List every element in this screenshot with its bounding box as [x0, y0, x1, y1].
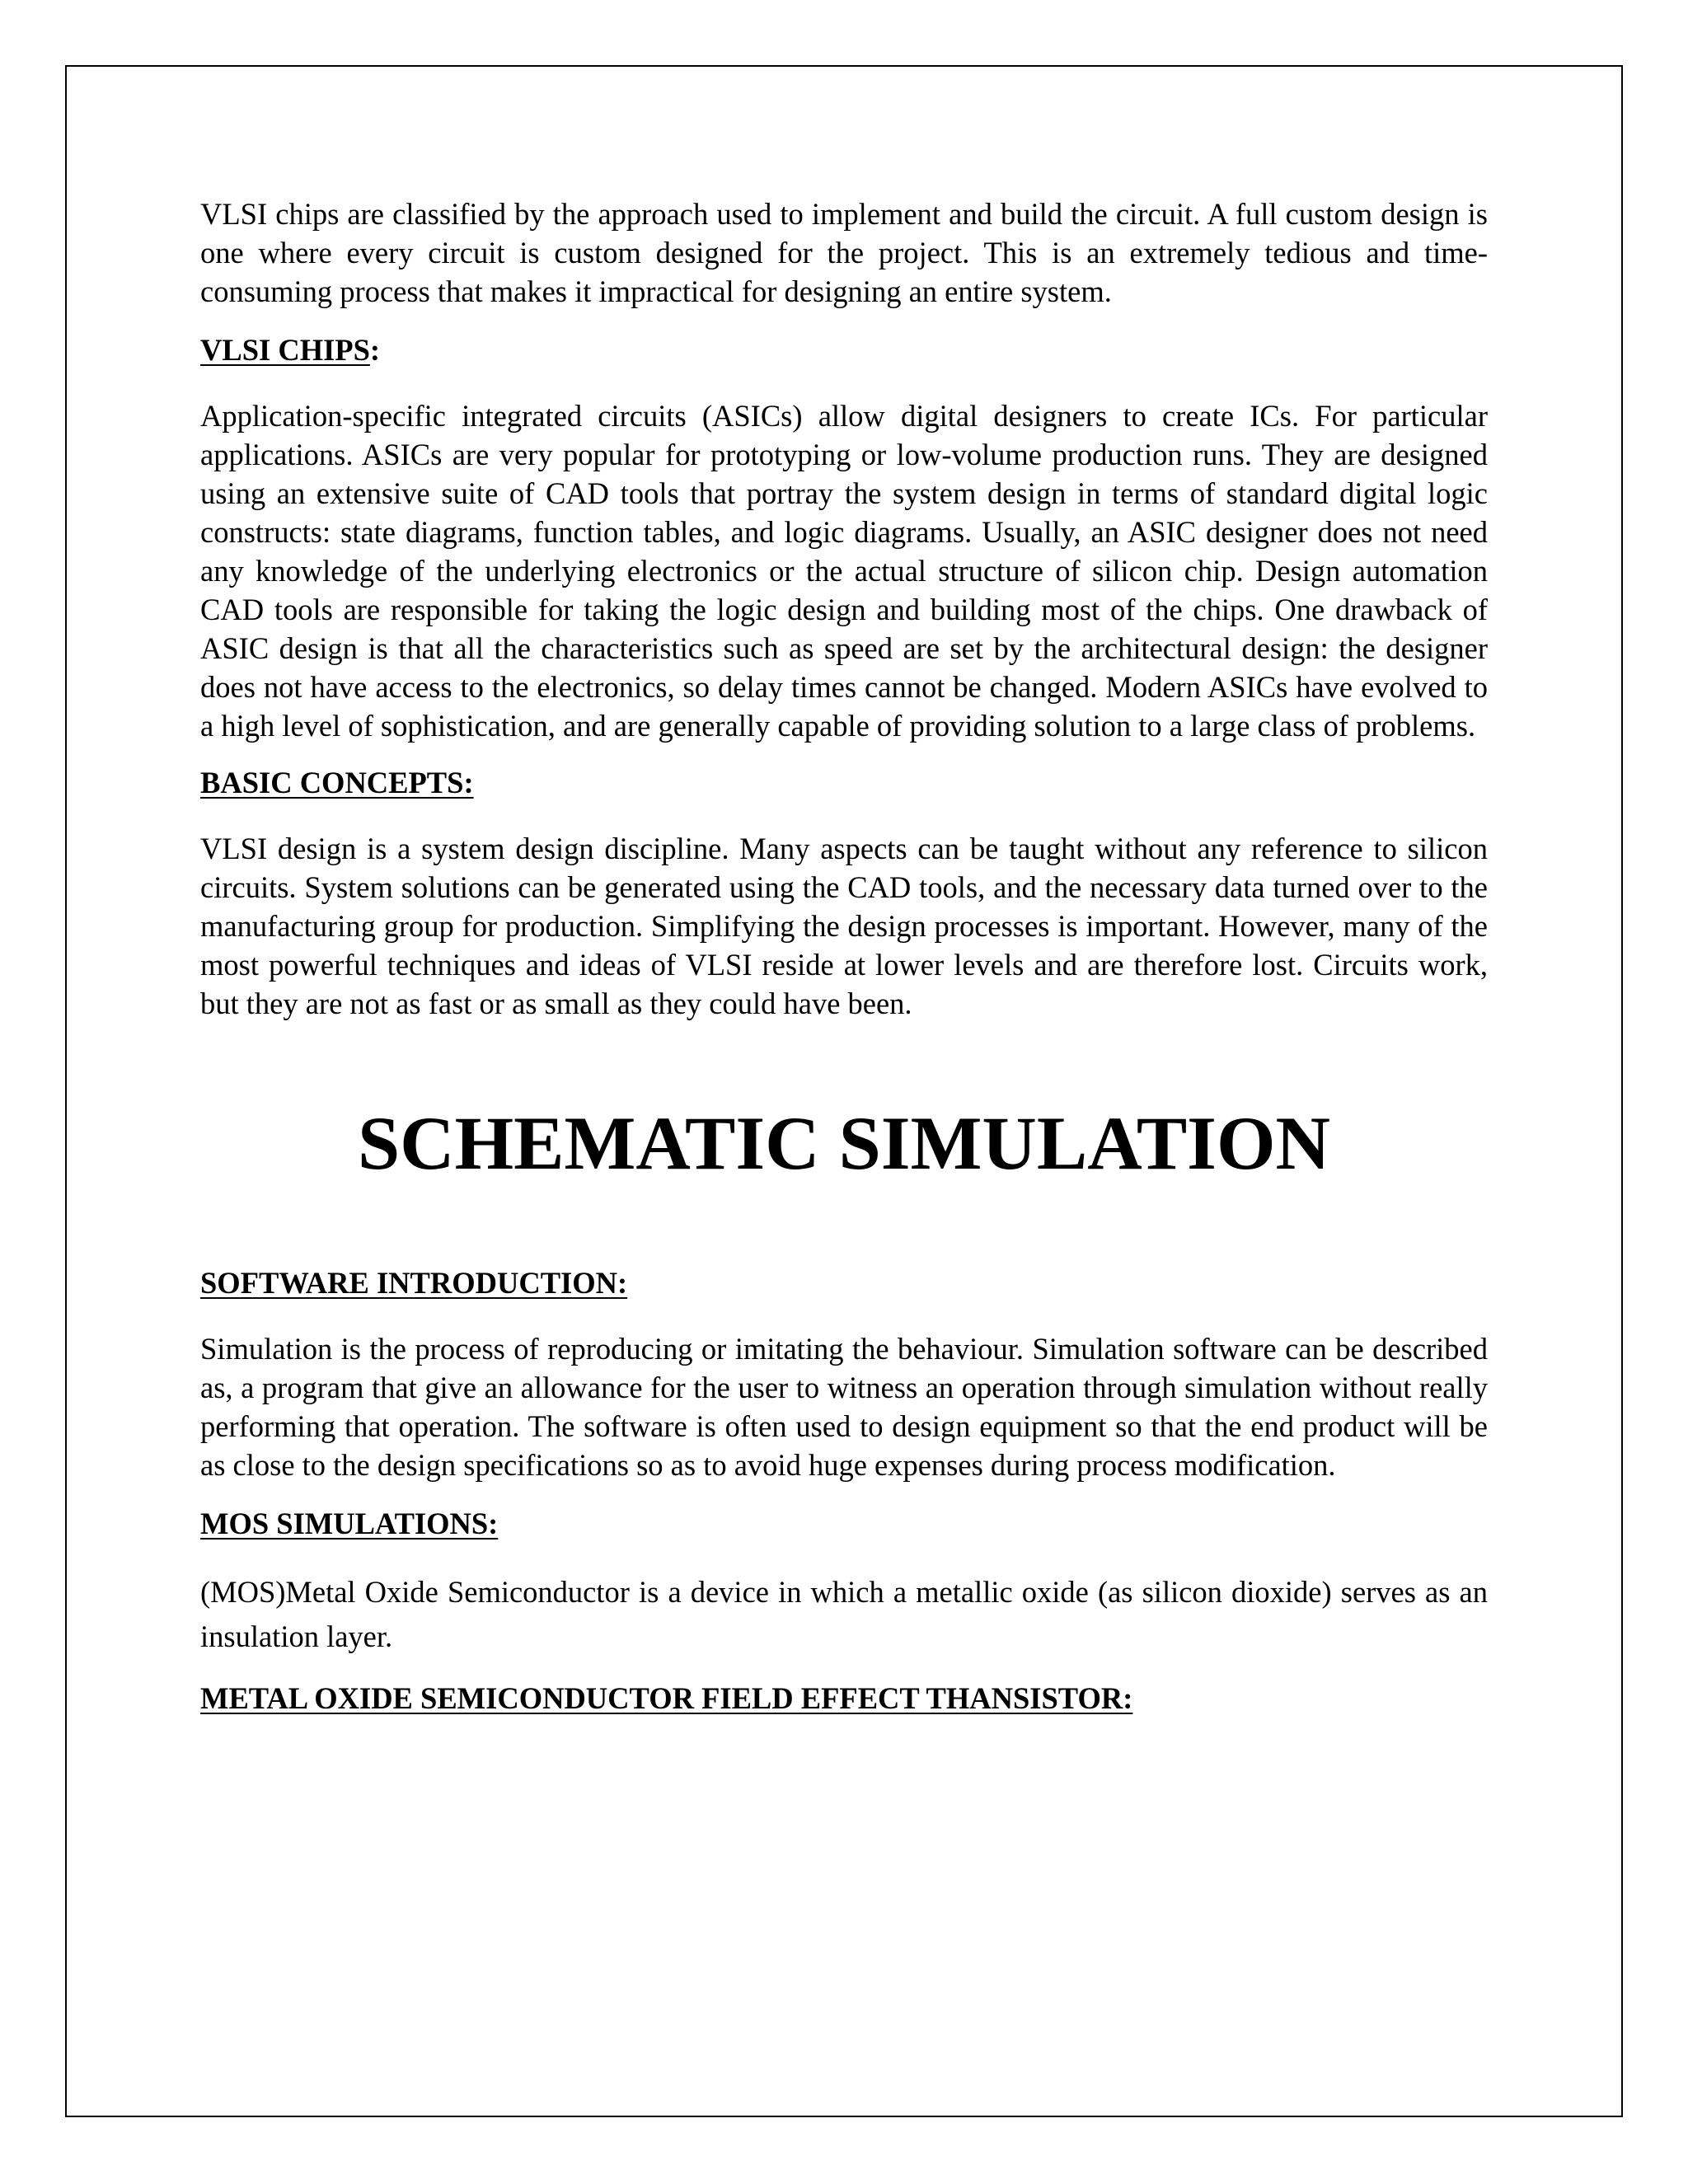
vlsi-chips-heading — [200, 330, 1488, 369]
page-title: SCHEMATIC SIMULATION — [358, 1101, 1330, 1185]
intro-paragraph: VLSI chips are classified by the approach used to implement and build the circuit. A full custom design is one where every circuit is custom designed for the project. This is an extremely tedious and time-consuming process that makes it impractical for designing an entire system. — [200, 197, 1488, 308]
mosfet-heading — [200, 1679, 1488, 1718]
basic-concepts-paragraph: VLSI design is a system design discipline. Many aspects can be taught without any reference to silicon circuits. System solutions can be generated using the CAD tools, and the necessary data turned over to the manufacturing group for production. Simplifying the design processes is important. However, many of the most powerful techniques and ideas of VLSI reside at lower levels and are therefore lost. Circuits work, but they are not as fast or as small as they could have been. — [200, 832, 1488, 1020]
vlsi-chips-heading-suffix: : — [369, 333, 381, 367]
software-introduction-heading — [200, 1263, 1488, 1302]
vlsi-chips-heading-text: VLSI CHIPS — [200, 333, 370, 367]
basic-concepts-heading-text: BASIC CONCEPTS: — [200, 766, 474, 799]
software-introduction-paragraph: Simulation is the process of reproducing or imitating the behaviour. Simulation software can be described as, a program that give an allowance for the user to witness an operation through simulation without really performing that operation. The software is often used to design equipment so that the end product will be as close to the design specifications so as to avoid huge expenses during process modification. — [200, 1332, 1488, 1482]
basic-concepts-heading — [200, 763, 1488, 802]
page-content — [200, 194, 1488, 1718]
mosfet-heading-text: METAL OXIDE SEMICONDUCTOR FIELD EFFECT THANSISTOR: — [200, 1681, 1133, 1715]
vlsi-chips-paragraph: Application-specific integrated circuits (ASICs) allow digital designers to create ICs. For particular applications. ASICs are very popular for prototyping or low-volume production runs. They are designed using an extensive suite of CAD tools that portray the system design in terms of standard digital logic constructs: state diagrams, function tables, and logic diagrams. Usually, an ASIC designer does not need any knowledge of the underlying electronics or the actual structure of silicon chip. Design automation CAD tools are responsible for taking the logic design and building most of the chips. One drawback of ASIC design is that all the characteristics such as speed are set by the architectural design: the designer does not have access to the electronics, so delay times cannot be changed. Modern ASICs have evolved to a high level of sophistication, and are generally capable of providing solution to a large class of problems. — [200, 399, 1488, 743]
mos-simulations-heading-text: MOS SIMULATIONS: — [200, 1507, 499, 1540]
software-introduction-heading-text: SOFTWARE INTRODUCTION: — [200, 1266, 628, 1300]
mos-simulations-heading — [200, 1504, 1488, 1543]
mos-simulations-paragraph: (MOS)Metal Oxide Semiconductor is a device in which a metallic oxide (as silicon dioxide) serves as an insulation layer. — [200, 1575, 1488, 1653]
